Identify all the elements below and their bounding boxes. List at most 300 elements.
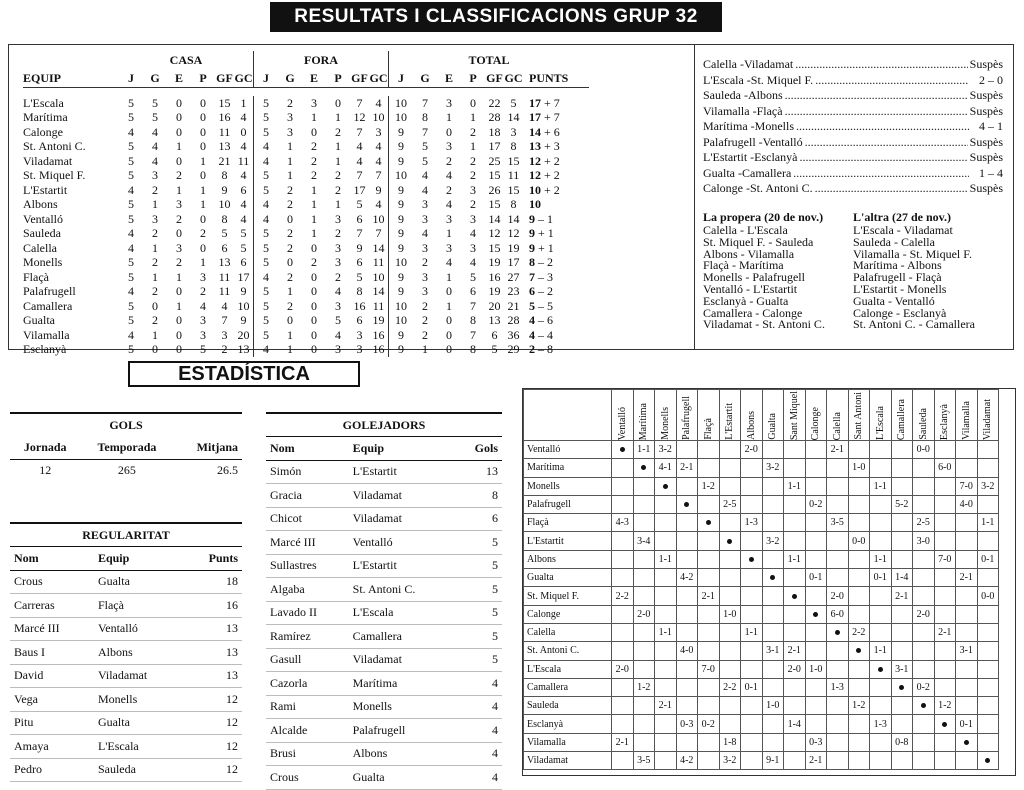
matrix-column-label: Camallera bbox=[896, 398, 908, 440]
stat-cell: 13 bbox=[237, 342, 250, 357]
stat-cell: 8 bbox=[422, 110, 428, 125]
points-diff: – 1 bbox=[538, 211, 553, 226]
table-cell: 12 bbox=[39, 463, 52, 478]
stat-cell: 10 bbox=[389, 314, 414, 329]
matrix-cell bbox=[956, 733, 978, 751]
matrix-cell bbox=[612, 697, 634, 715]
matrix-cell bbox=[633, 697, 655, 715]
matrix-cell bbox=[655, 733, 677, 751]
team-name: Gualta bbox=[23, 313, 55, 328]
matrix-cell: 1-1 bbox=[870, 477, 892, 495]
table-cell: 4 bbox=[455, 695, 502, 719]
stat-cell: 11 bbox=[372, 298, 385, 313]
matrix-cell bbox=[805, 587, 827, 605]
matrix-cell: 3-1 bbox=[956, 642, 978, 660]
matrix-cell bbox=[891, 623, 913, 641]
stat-cell: 3 bbox=[356, 342, 363, 357]
matrix-cell bbox=[913, 569, 935, 587]
stat-cell: 4 bbox=[240, 197, 247, 212]
stat-cell: 8 bbox=[221, 211, 228, 226]
matrix-cell: 3-4 bbox=[633, 532, 655, 550]
stat-cell: 2 bbox=[152, 255, 158, 270]
matrix-cell bbox=[612, 642, 634, 660]
stat-cell: 3 bbox=[152, 168, 158, 183]
table-row bbox=[23, 270, 589, 285]
result-match: Calonge -St. Antoni C. bbox=[703, 181, 813, 195]
team-name: Ventalló bbox=[23, 211, 63, 226]
stat-cell: 3 bbox=[375, 124, 382, 139]
stat-cell: 5 bbox=[128, 95, 134, 110]
stat-cell: 3 bbox=[200, 269, 206, 284]
matrix-cell bbox=[848, 733, 870, 751]
matrix-cell bbox=[870, 623, 892, 641]
matrix-cell bbox=[977, 532, 999, 550]
matrix-cell bbox=[762, 660, 784, 678]
points-value: 12 bbox=[529, 168, 541, 183]
column-header: Jornada bbox=[10, 436, 80, 459]
stat-cell: 2 bbox=[422, 327, 428, 342]
stat-cell: 12 bbox=[353, 110, 366, 125]
fixture: Calonge - Esclanyà bbox=[853, 305, 947, 320]
team-name: Viladamat bbox=[23, 153, 73, 168]
fixture: Monells - Palafrugell bbox=[703, 270, 805, 285]
table-cell: Amaya bbox=[10, 735, 94, 759]
points-cell bbox=[523, 314, 589, 329]
matrix-cell bbox=[655, 642, 677, 660]
table-cell: Crous bbox=[10, 570, 94, 594]
matrix-cell bbox=[762, 550, 784, 568]
matrix-cell bbox=[870, 514, 892, 532]
stat-cell: 2 bbox=[422, 313, 428, 328]
table-cell: Pitu bbox=[10, 711, 94, 735]
stat-cell: 19 bbox=[507, 240, 520, 255]
matrix-cell bbox=[891, 441, 913, 459]
header-row bbox=[10, 547, 242, 571]
stat-cell: 0 bbox=[240, 124, 247, 139]
matrix-cell bbox=[827, 733, 849, 751]
matrix-cell bbox=[762, 587, 784, 605]
matrix-cell bbox=[633, 733, 655, 751]
matrix-cell: 1-0 bbox=[805, 660, 827, 678]
result-row bbox=[703, 135, 1003, 151]
matrix-row bbox=[524, 477, 999, 495]
matrix-cell bbox=[891, 514, 913, 532]
matrix-row bbox=[524, 623, 999, 641]
matrix-cell bbox=[741, 660, 763, 678]
result-score: Suspès bbox=[969, 88, 1003, 102]
matrix-cell bbox=[719, 477, 741, 495]
matrix-cell bbox=[719, 660, 741, 678]
matrix-cell bbox=[612, 752, 634, 770]
stat-cell: 4 bbox=[375, 95, 382, 110]
matrix-cell bbox=[870, 532, 892, 550]
points-column-header: PUNTS bbox=[523, 69, 589, 88]
stat-cell: 17 bbox=[488, 139, 501, 154]
result-leader bbox=[793, 166, 969, 182]
stat-cell: 19 bbox=[488, 284, 501, 299]
matrix-cell: 1-0 bbox=[848, 459, 870, 477]
table-cell: Gualta bbox=[94, 570, 184, 594]
stat-cell: 0 bbox=[176, 327, 182, 342]
fixture: L'Estartit - Monells bbox=[853, 281, 947, 296]
table-row bbox=[266, 625, 502, 649]
matrix-cell: 0-1 bbox=[805, 569, 827, 587]
matrix-cell bbox=[719, 514, 741, 532]
result-match: Calella -Viladamat bbox=[703, 57, 794, 71]
matrix-column-label: L'Estartit bbox=[724, 403, 736, 440]
matrix-cell bbox=[784, 752, 806, 770]
table-cell: 5 bbox=[455, 648, 502, 672]
matrix-cell bbox=[655, 495, 677, 513]
matrix-cell bbox=[956, 660, 978, 678]
stat-cell: 2 bbox=[335, 124, 341, 139]
diagonal-dot bbox=[620, 447, 625, 452]
matrix-cell bbox=[741, 587, 763, 605]
matrix-cell: 1-8 bbox=[719, 733, 741, 751]
fixture: Palafrugell - Flaçà bbox=[853, 270, 942, 285]
points-cell bbox=[523, 169, 589, 184]
result-row bbox=[703, 119, 1003, 135]
result-match: L'Escala -St. Miquel F. bbox=[703, 72, 814, 87]
matrix-cell: 6-0 bbox=[934, 459, 956, 477]
table-cell: 13 bbox=[184, 664, 242, 688]
table-cell: Vega bbox=[10, 688, 94, 712]
matrix-column-header bbox=[698, 390, 720, 441]
table-cell: 5 bbox=[455, 601, 502, 625]
stat-cell: 17 bbox=[353, 182, 366, 197]
matrix-row-label: St. Miquel F. bbox=[524, 587, 612, 605]
table-cell: Alcalde bbox=[266, 719, 349, 743]
table-row bbox=[23, 212, 589, 227]
column-header: GC bbox=[234, 69, 254, 88]
matrix-cell bbox=[719, 441, 741, 459]
matrix-cell: 1-3 bbox=[741, 514, 763, 532]
fixture: Viladamat - St. Antoni C. bbox=[703, 317, 825, 332]
table-row bbox=[23, 328, 589, 343]
column-header: GC bbox=[504, 69, 523, 88]
table-row bbox=[266, 766, 502, 790]
stat-cell: 3 bbox=[446, 240, 452, 255]
table-row bbox=[23, 96, 589, 111]
stat-cell: 5 bbox=[254, 169, 279, 184]
stat-cell: 15 bbox=[488, 168, 501, 183]
table-cell: 265 bbox=[117, 463, 136, 478]
matrix-cell bbox=[676, 532, 698, 550]
result-match: Marítima -Monells bbox=[703, 119, 794, 133]
matrix-cell: 1-1 bbox=[784, 477, 806, 495]
matrix-cell bbox=[913, 642, 935, 660]
matrix-cell: 4-0 bbox=[956, 495, 978, 513]
table-row bbox=[10, 570, 242, 594]
stat-cell: 1 bbox=[287, 139, 293, 154]
table-cell: Marcé III bbox=[266, 531, 349, 555]
matrix-cell bbox=[891, 532, 913, 550]
stat-cell: 5 bbox=[152, 95, 158, 110]
table-cell: Sauleda bbox=[94, 758, 184, 782]
matrix-cell: 2-0 bbox=[827, 587, 849, 605]
matrix-cell bbox=[784, 459, 806, 477]
table-cell: Simón bbox=[266, 460, 349, 484]
matrix-cell bbox=[805, 441, 827, 459]
stat-cell: 3 bbox=[356, 327, 363, 342]
stat-cell: 5 bbox=[254, 256, 279, 271]
stat-cell: 4 bbox=[470, 226, 476, 241]
away-header: FORA bbox=[254, 51, 389, 69]
stat-cell: 2 bbox=[287, 95, 293, 110]
table-row bbox=[266, 531, 502, 555]
points-cell bbox=[523, 96, 589, 111]
stat-cell: 2 bbox=[470, 124, 476, 139]
table-cell: Chicot bbox=[266, 507, 349, 531]
matrix-cell bbox=[934, 441, 956, 459]
matrix-cell bbox=[848, 715, 870, 733]
stat-cell: 11 bbox=[372, 255, 385, 270]
stat-cell: 1 bbox=[311, 226, 317, 241]
stat-cell: 2 bbox=[176, 168, 182, 183]
stat-cell: 21 bbox=[507, 298, 520, 313]
stat-cell: 0 bbox=[200, 95, 206, 110]
stat-cell: 13 bbox=[218, 255, 231, 270]
matrix-cell bbox=[827, 532, 849, 550]
matrix-cell bbox=[676, 495, 698, 513]
matrix-column-header bbox=[719, 390, 741, 441]
points-cell bbox=[523, 285, 589, 300]
table-cell: Marcé III bbox=[10, 617, 94, 641]
column-header: Gols bbox=[455, 437, 502, 461]
table-cell: Carreras bbox=[10, 594, 94, 618]
points-diff: + 7 bbox=[544, 110, 560, 125]
stat-cell: 4 bbox=[240, 168, 247, 183]
matrix-cell bbox=[633, 569, 655, 587]
matrix-row-label: Vilamalla bbox=[524, 733, 612, 751]
stat-cell: 2 bbox=[287, 298, 293, 313]
matrix-cell bbox=[891, 642, 913, 660]
table-cell: 12 bbox=[184, 688, 242, 712]
stat-cell: 7 bbox=[356, 168, 363, 183]
stat-cell: 7 bbox=[221, 313, 228, 328]
table-cell: Crous bbox=[266, 766, 349, 790]
matrix-cell: 0-1 bbox=[870, 569, 892, 587]
stat-cell: 5 bbox=[128, 211, 134, 226]
other-round bbox=[853, 211, 1003, 330]
result-leader bbox=[799, 150, 967, 166]
result-leader bbox=[785, 104, 968, 120]
stat-cell: 4 bbox=[152, 139, 158, 154]
column-header: P bbox=[326, 69, 350, 88]
matrix-column-header bbox=[762, 390, 784, 441]
stat-cell: 5 bbox=[254, 299, 279, 314]
matrix-cell: 2-2 bbox=[612, 587, 634, 605]
column-header: Nom bbox=[266, 437, 349, 461]
stat-cell: 2 bbox=[152, 313, 158, 328]
matrix-header-row bbox=[524, 390, 999, 441]
stat-cell: 11 bbox=[507, 168, 520, 183]
stat-cell: 16 bbox=[488, 269, 501, 284]
matrix-column-label: Esclanyà bbox=[939, 403, 951, 440]
diagonal-dot bbox=[985, 758, 990, 763]
points-cell bbox=[523, 183, 589, 198]
stat-cell: 29 bbox=[507, 342, 520, 357]
team-name: Palafrugell bbox=[23, 284, 76, 299]
stat-cell: 6 bbox=[240, 255, 247, 270]
stat-cell: 0 bbox=[311, 327, 317, 342]
matrix-cell bbox=[870, 697, 892, 715]
table-cell: Brusi bbox=[266, 742, 349, 766]
matrix-cell: 0-3 bbox=[676, 715, 698, 733]
team-name: St. Miquel F. bbox=[23, 168, 86, 183]
stat-cell: 4 bbox=[152, 124, 158, 139]
points-diff: + 1 bbox=[538, 240, 554, 255]
matrix-cell bbox=[848, 550, 870, 568]
stat-cell: 7 bbox=[375, 168, 382, 183]
table-row bbox=[23, 343, 589, 358]
table-cell: Pedro bbox=[10, 758, 94, 782]
matrix-cell: 3-2 bbox=[762, 532, 784, 550]
matrix-column-label: Sant Miquel bbox=[788, 390, 800, 440]
matrix-cell bbox=[956, 623, 978, 641]
points-diff: + 7 bbox=[544, 95, 560, 110]
matrix-cell bbox=[719, 715, 741, 733]
stat-cell: 0 bbox=[335, 95, 341, 110]
stat-cell: 10 bbox=[372, 211, 385, 226]
page-banner: RESULTATS I CLASSIFICACIONS GRUP 32 bbox=[270, 2, 722, 32]
fixture: L'Escala - Viladamat bbox=[853, 223, 953, 237]
round-title: La propera (20 de nov.) bbox=[703, 210, 824, 224]
matrix-cell bbox=[870, 441, 892, 459]
stat-cell: 4 bbox=[422, 168, 428, 183]
matrix-column-header bbox=[913, 390, 935, 441]
matrix-cell bbox=[741, 477, 763, 495]
points-value: 13 bbox=[529, 139, 541, 154]
result-score: Suspès bbox=[969, 103, 1003, 118]
stat-cell: 9 bbox=[389, 140, 414, 155]
matrix-cell bbox=[762, 733, 784, 751]
diagonal-dot bbox=[727, 539, 732, 544]
stat-cell: 0 bbox=[176, 153, 182, 168]
result-score: 2 – 0 bbox=[979, 72, 1003, 87]
stat-cell: 4 bbox=[200, 298, 206, 313]
stat-cell: 16 bbox=[372, 327, 385, 342]
stat-cell: 9 bbox=[375, 182, 382, 197]
stat-cell: 5 bbox=[128, 313, 134, 328]
stat-cell: 3 bbox=[422, 211, 428, 226]
matrix-cell bbox=[934, 587, 956, 605]
stat-cell: 2 bbox=[311, 139, 317, 154]
matrix-cell bbox=[719, 532, 741, 550]
points-cell bbox=[523, 256, 589, 271]
points-cell bbox=[523, 328, 589, 343]
matrix-cell bbox=[698, 752, 720, 770]
matrix-row bbox=[524, 569, 999, 587]
matrix-column-header bbox=[633, 390, 655, 441]
matrix-cell bbox=[870, 678, 892, 696]
matrix-column-label: Gualta bbox=[767, 413, 779, 440]
matrix-cell bbox=[848, 660, 870, 678]
next-round bbox=[703, 211, 853, 330]
matrix-cell: 1-4 bbox=[891, 569, 913, 587]
matrix-cell: 1-0 bbox=[762, 697, 784, 715]
result-score: 4 – 1 bbox=[979, 119, 1003, 133]
table-cell: Gualta bbox=[94, 711, 184, 735]
matrix-cell: 2-5 bbox=[719, 495, 741, 513]
stat-cell: 9 bbox=[389, 154, 414, 169]
table-row bbox=[10, 641, 242, 665]
matrix-cell: 3-2 bbox=[719, 752, 741, 770]
stat-cell: 10 bbox=[389, 299, 414, 314]
table-cell: Monells bbox=[349, 695, 455, 719]
diagonal-dot bbox=[964, 740, 969, 745]
stat-cell: 6 bbox=[356, 313, 363, 328]
matrix-cell: 1-3 bbox=[870, 715, 892, 733]
matrix-cell bbox=[784, 441, 806, 459]
stat-cell: 14 bbox=[507, 211, 520, 226]
column-header: E bbox=[167, 69, 191, 88]
matrix-cell: 4-0 bbox=[676, 642, 698, 660]
matrix-cell bbox=[827, 569, 849, 587]
matrix-cell bbox=[827, 550, 849, 568]
table-cell: Sullastres bbox=[266, 554, 349, 578]
stat-cell: 0 bbox=[311, 124, 317, 139]
matrix-cell bbox=[934, 514, 956, 532]
matrix-column-label: Viladamat bbox=[982, 398, 994, 440]
table-row bbox=[266, 601, 502, 625]
stat-cell: 1 bbox=[287, 327, 293, 342]
stat-cell: 0 bbox=[470, 95, 476, 110]
scorers-table bbox=[266, 412, 502, 790]
table-cell: 8 bbox=[455, 484, 502, 508]
points-value: 8 bbox=[529, 255, 535, 270]
matrix-cell bbox=[805, 477, 827, 495]
stat-cell: 4 bbox=[375, 153, 382, 168]
matrix-cell bbox=[913, 623, 935, 641]
result-match: Palafrugell -Ventalló bbox=[703, 134, 803, 149]
points-diff: + 2 bbox=[544, 182, 560, 197]
stat-cell: 0 bbox=[311, 298, 317, 313]
stat-cell: 20 bbox=[237, 327, 250, 342]
stat-cell: 18 bbox=[488, 124, 501, 139]
stat-cell: 3 bbox=[335, 255, 341, 270]
matrix-cell bbox=[934, 532, 956, 550]
stat-cell: 4 bbox=[128, 327, 134, 342]
stat-cell: 1 bbox=[176, 269, 182, 284]
matrix-cell: 2-0 bbox=[612, 660, 634, 678]
matrix-cell bbox=[633, 587, 655, 605]
matrix-cell bbox=[784, 623, 806, 641]
header-row bbox=[266, 437, 502, 461]
matrix-column-header bbox=[870, 390, 892, 441]
matrix-cell bbox=[891, 715, 913, 733]
stat-cell: 9 bbox=[356, 240, 363, 255]
stat-cell: 2 bbox=[152, 182, 158, 197]
stat-cell: 4 bbox=[356, 139, 363, 154]
stat-cell: 1 bbox=[470, 110, 476, 125]
stat-cell: 5 bbox=[470, 269, 476, 284]
matrix-column-header bbox=[956, 390, 978, 441]
stat-cell: 4 bbox=[335, 284, 341, 299]
stat-cell: 15 bbox=[507, 182, 520, 197]
matrix-cell: 3-2 bbox=[762, 459, 784, 477]
matrix-cell bbox=[827, 642, 849, 660]
stat-cell: 3 bbox=[470, 182, 476, 197]
matrix-row-label: St. Antoni C. bbox=[524, 642, 612, 660]
stat-cell: 1 bbox=[176, 298, 182, 313]
stat-cell: 0 bbox=[311, 240, 317, 255]
matrix-cell: 1-1 bbox=[870, 642, 892, 660]
stat-cell: 2 bbox=[287, 226, 293, 241]
matrix-cell bbox=[784, 532, 806, 550]
matrix-cell: 3-1 bbox=[891, 660, 913, 678]
column-header: G bbox=[413, 69, 437, 88]
